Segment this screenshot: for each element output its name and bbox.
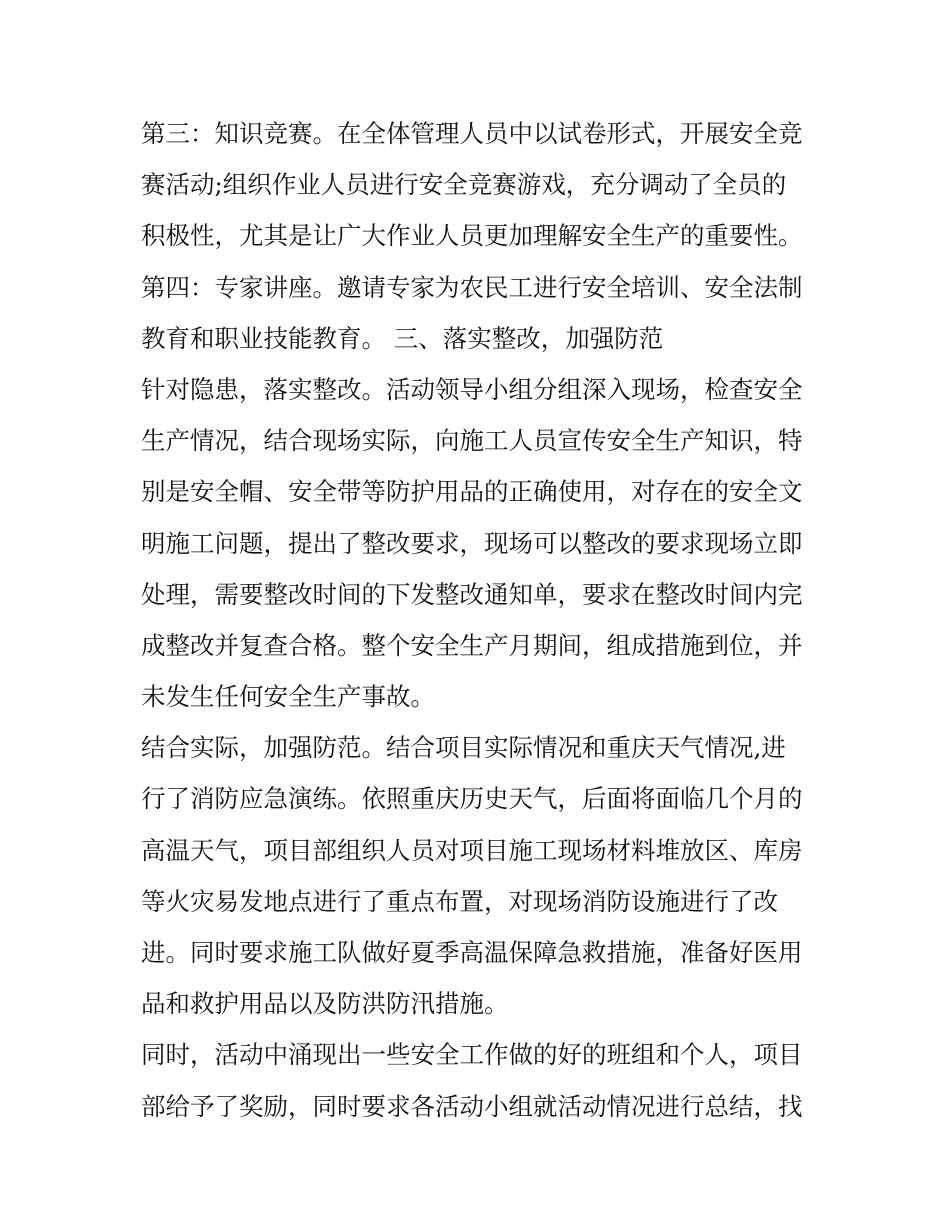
text-line: 第三：知识竞赛。在全体管理人员中以试卷形式，开展安全竞 (141, 119, 803, 148)
text-line: 针对隐患，落实整改。活动领导小组分组深入现场，检查安全 (141, 374, 803, 404)
text-line: 教育和职业技能教育。 三、落实整改，加强防范 (141, 323, 664, 353)
text-line: 进。同时要求施工队做好夏季高温保障急救措施，准备好医用 (141, 938, 803, 967)
text-line: 明施工问题，提出了整改要求，现场可以整改的要求现场立即 (141, 528, 803, 558)
text-line: 生产情况，结合现场实际，向施工人员宣传安全生产知识，特 (141, 426, 803, 456)
text-line: 行了消防应急演练。依照重庆历史天气，后面将面临几个月的 (141, 784, 803, 814)
text-line: 未发生任何安全生产事故。 (141, 682, 435, 712)
text-line: 同时，活动中涌现出一些安全工作做的好的班组和个人，项目 (141, 1040, 803, 1070)
text-line: 等火灾易发地点进行了重点布置，对现场消防设施进行了改 (141, 886, 778, 916)
text-line: 结合实际，加强防范。结合项目实际情况和重庆天气情况,进 (141, 733, 786, 763)
text-line: 部给予了奖励，同时要求各活动小组就活动情况进行总结，找 (141, 1091, 803, 1121)
document-body (141, 108, 821, 1132)
text-line: 成整改并复查合格。整个安全生产月期间，组成措施到位，并 (141, 630, 803, 660)
text-line: 别是安全帽、安全带等防护用品的正确使用，对存在的安全文 (141, 477, 803, 507)
text-line: 高温天气，项目部组织人员对项目施工现场材料堆放区、库房 (141, 835, 803, 865)
text-line: 积极性，尤其是让广大作业人员更加理解安全生产的重要性。 (141, 221, 803, 251)
text-line: 第四：专家讲座。邀请专家为农民工进行安全培训、安全法制 (141, 272, 803, 302)
text-line: 赛活动;组织作业人员进行安全竞赛游戏，充分调动了全员的 (141, 170, 787, 200)
text-line: 处理，需要整改时间的下发整改通知单，要求在整改时间内完 (141, 579, 803, 609)
text-line: 品和救护用品以及防洪防汛措施。 (141, 989, 509, 1019)
